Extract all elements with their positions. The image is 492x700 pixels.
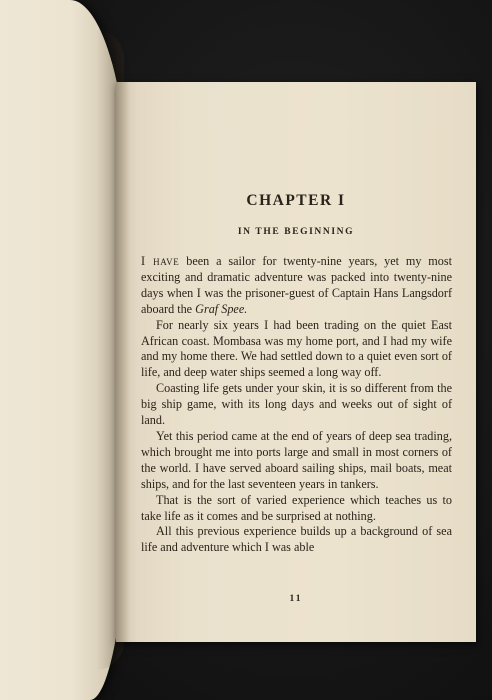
paragraph-3: Coasting life gets under your skin, it is so different from the big ship game, with its long days and weeks out of sight of land. [141,381,452,428]
section-title: IN THE BEGINNING [237,227,355,237]
lead-word: I have [141,254,180,268]
body-text [141,254,452,556]
page-number: 11 [289,594,303,604]
chapter-title: CHAPTER I [246,192,346,209]
paragraph-5: That is the sort of varied experience which teaches us to take life as it comes and be surprised at nothing. [141,492,452,523]
gutter-shadow [116,82,130,642]
paragraph-1-text: been a sailor for twenty-nine years, yet my most exciting and dramatic adventure was packed into twenty-nine days when I was the prisoner-guest of Captain Hans Langsdorf aboard the [141,254,453,316]
paragraph-6: All this previous experience builds up a background of sea life and adventure which I was able [141,524,452,555]
paragraph-1 [141,254,452,318]
paragraph-4: Yet this period came at the end of years of deep sea trading, which brought me into ports large and small in most corners of the world. I have served aboard sailing ships, mail boats, meat ships, and for the last seventeen years in tankers. [141,428,452,491]
ship-name: Graf Spee. [195,301,248,316]
paragraph-2: For nearly six years I had been trading on the quiet East African coast. Mombasa was my home port, and I had my wife and my home there. We had settled down to a quiet even sort of life, and deep water ships seemed a long way off. [141,317,452,380]
right-page [116,82,476,642]
